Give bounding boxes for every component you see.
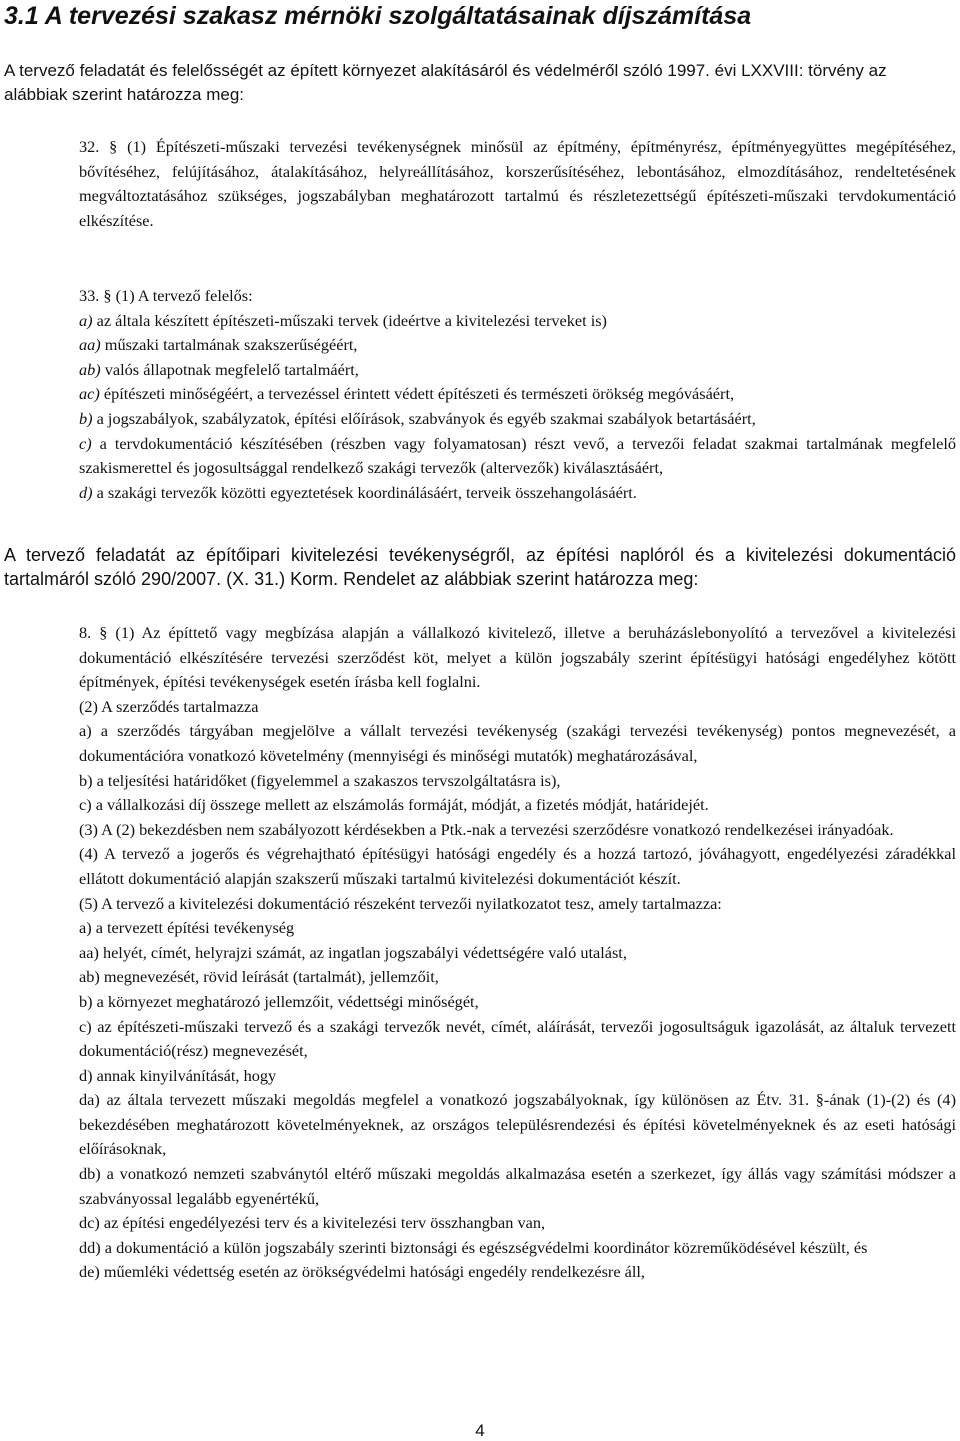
paragraph: b) a környezet meghatározó jellemzőit, védettségi minőségét, — [79, 991, 479, 1011]
section-32-paragraph: 32. § (1) Építészeti-műszaki tervezési tevékenységnek minősül az építmény, építményrész, építményegyüttes megépítéséhez, bővítéséhez, felújításához, átalakításához, helyreállításához, korszerűsítéséhez, lebontásához, elmozdításához, rendeltetésének megváltoztatásához szükséges, jogszabályban meghatározott tartalmú és részletezettségű építészeti-műszaki tervdokumentáció elkészítése. — [79, 137, 956, 230]
paragraph: da) az általa tervezett műszaki megoldás megfelel a vonatkozó jogszabályoknak, így különösen az Étv. 31. §-ának (1)-(2) és (4) bekezdésében meghatározott követelményeknek, az országos településrendezési és építési követelményeknek és az eseti hatósági előírásoknak, — [79, 1090, 956, 1159]
item-mark: b) — [79, 408, 93, 428]
paragraph: dd) a dokumentáció a külön jogszabály szerinti biztonsági és egészségvédelmi koordinátor közreműködésével készült, és — [79, 1237, 868, 1257]
paragraph: a) a szerződés tárgyában megjelölve a vállalt tervezési tevékenység (szakági tervezési tevékenység) pontos megnevezését, a dokumentációra vonatkozó követelmény (mennyiségi és minőségi mutatók) meghatározásával, — [79, 721, 956, 765]
item-text: az általa készített építészeti-műszaki tervek (ideértve a kivitelezési terveket is) — [92, 310, 607, 330]
paragraph: c) a vállalkozási díj összege mellett az elszámolás formáját, módját, a fizetés módját, határidejét. — [79, 795, 709, 815]
item-text: valós állapotnak megfelelő tartalmáért, — [100, 359, 359, 379]
paragraph: (4) A tervező a jogerős és végrehajtható építésügyi hatósági engedély és a hozzá tartozó, jóváhagyott, engedélyezési záradékkal ellátott dokumentáció alapján szakszerű műszaki tartalmú kivitelezési dokumentációt készít. — [79, 844, 956, 888]
item-text: a szakági tervezők közötti egyeztetések koordinálásáért, terveik összehangolásáért. — [92, 482, 637, 502]
item-mark: d) — [79, 482, 93, 502]
item-text: műszaki tartalmának szakszerűségéért, — [100, 335, 358, 355]
section-8 — [79, 621, 956, 1285]
item-mark: ac) — [79, 384, 100, 404]
item-mark: aa) — [79, 335, 101, 355]
paragraph: (2) A szerződés tartalmazza — [79, 696, 259, 716]
item-text: építészeti minőségéért, a tervezéssel érintett védett építészeti és természeti örökség megóvásáért, — [99, 384, 735, 404]
paragraph: (5) A tervező a kivitelezési dokumentáció részeként tervezői nyilatkozatot tesz, amely tartalmazza: — [79, 893, 722, 913]
item-text: a jogszabályok, szabályzatok, építési előírások, szabványok és egyéb szakmai szabályok betartásáért, — [92, 408, 756, 428]
paragraph: (3) A (2) bekezdésben nem szabályozott kérdésekben a Ptk.-nak a tervezési szerződésre vonatkozó rendelkezései irányadóak. — [79, 819, 894, 839]
list-item — [79, 382, 956, 407]
list-item — [79, 481, 956, 506]
item-mark: ab) — [79, 359, 101, 379]
item-mark: a) — [79, 310, 93, 330]
section-heading: 3.1 A tervezési szakasz mérnöki szolgáltatásainak díjszámítása — [4, 2, 752, 30]
list-item — [79, 407, 956, 432]
paragraph: d) annak kinyilvánítását, hogy — [79, 1065, 277, 1085]
paragraph: de) műemléki védettség esetén az örökségvédelmi hatósági engedély rendelkezésre áll, — [79, 1262, 645, 1282]
paragraph: b) a teljesítési határidőket (figyelemmel a szakaszos tervszolgáltatásra is), — [79, 770, 561, 790]
paragraph: 8. § (1) Az építtető vagy megbízása alapján a vállalkozó kivitelező, illetve a beruházáslebonyolító a tervezővel a kivitelezési dokumentáció elkészítésére tervezési szerződést köt, melyet a külön jogszabály szerint építésügyi hatósági engedélyhez kötött építmények, építési tevékenységek esetén írásba kell foglalni. — [79, 623, 956, 692]
list-item — [79, 432, 956, 481]
item-mark: c) — [79, 433, 92, 453]
section-33 — [79, 284, 956, 505]
paragraph: a) a tervezett építési tevékenység — [79, 918, 295, 938]
intro-paragraph-2: A tervező feladatát az építőipari kivitelezési tevékenységről, az építési naplóról és a kivitelezési dokumentáció tartalmáról szóló 290/2007. (X. 31.) Korm. Rendelet az alábbiak szerint határozza meg: — [4, 545, 956, 589]
list-item — [79, 333, 956, 358]
paragraph: db) a vonatkozó nemzeti szabványtól eltérő műszaki megoldás alkalmazása esetén a szerkezet, így állás vagy számítási módszer a szabványossal legalább egyenértékű, — [79, 1164, 956, 1208]
paragraph: ab) megnevezését, rövid leírását (tartalmát), jellemzőit, — [79, 967, 439, 987]
paragraph: aa) helyét, címét, helyrajzi számát, az ingatlan jogszabályi védettségére való utalást, — [79, 942, 627, 962]
list-item — [79, 309, 956, 334]
page-number: 4 — [475, 1421, 485, 1440]
item-text: a tervdokumentáció készítésében (részben vagy folyamatosan) részt vevő, a tervezői feladat szakmai tartalmának megfelelő szakismerettel és jogosultsággal rendelkező szakági tervezők (altervezők) kiválasztásáért, — [79, 433, 956, 478]
list-item — [79, 358, 956, 383]
intro-paragraph-1: A tervező feladatát és felelősségét az épített környezet alakításáról és védelméről szóló 1997. évi LXXVIII: törvény az alábbiak szerint határozza meg: — [4, 61, 887, 104]
paragraph: c) az építészeti-műszaki tervező és a szakági tervezők nevét, címét, aláírását, tervezői jogosultságuk igazolását, az általuk tervezett dokumentáció(rész) megnevezését, — [79, 1016, 956, 1061]
section-33-head: 33. § (1) A tervező felelős: — [79, 286, 253, 305]
paragraph: dc) az építési engedélyezési terv és a kivitelezési terv összhangban van, — [79, 1213, 546, 1233]
